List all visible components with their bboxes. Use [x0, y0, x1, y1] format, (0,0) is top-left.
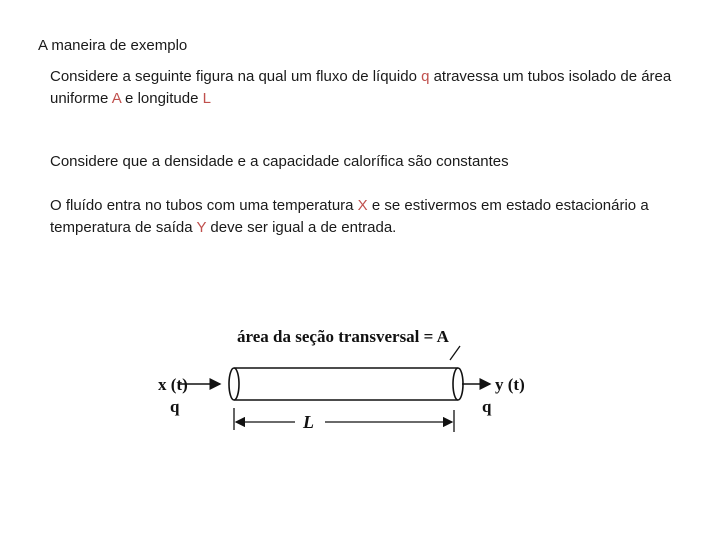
paragraph-flow-description: Considere a seguinte figura na qual um fluxo de líquido q atravessa um tubos isolado de área uniforme A e longitude L [50, 68, 672, 107]
var-l: L [202, 90, 211, 107]
inlet-label: x (t) [158, 375, 188, 394]
pipe-diagram [150, 318, 550, 438]
pipe-outlet-end [453, 368, 463, 400]
outlet-label: y (t) [495, 375, 525, 394]
var-x: X [357, 197, 368, 214]
paragraph-constants: Considere que a densidade e a capacidade calorífica são constantes [50, 153, 509, 170]
pipe-inlet-end [229, 368, 239, 400]
inlet-flow-label: q [170, 397, 180, 416]
cross-section-title: área da seção transversal = A [237, 327, 449, 346]
outlet-flow-label: q [482, 397, 492, 416]
pipe-body [234, 368, 458, 400]
paragraph-steady-state: O fluído entra no tubos com uma temperatura X e se estivermos em estado estacionário a temperatura de saída Y deve ser igual a de entrada. [50, 197, 649, 236]
length-label: L [303, 412, 314, 432]
var-y: Y [196, 219, 207, 236]
pointer-line [450, 346, 460, 360]
var-q: q [421, 68, 430, 85]
heading: A maneira de exemplo [38, 37, 188, 54]
var-a: A [111, 90, 121, 107]
